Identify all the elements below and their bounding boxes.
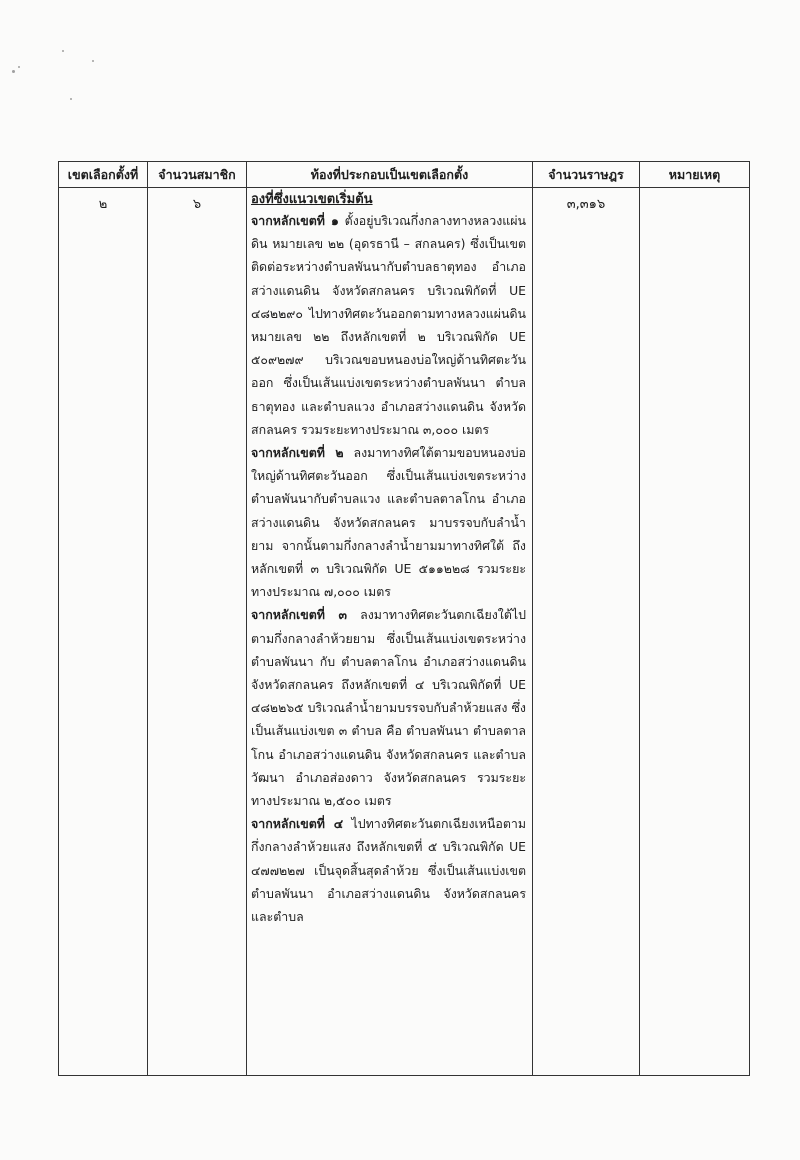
header-remark: หมายเหตุ [640, 162, 750, 188]
district-cell [59, 188, 148, 1076]
header-district: เขตเลือกตั้งที่ [59, 162, 148, 188]
boundary-paragraph [251, 209, 526, 441]
paragraph-text: ลงมาทางทิศใต้ตามขอบหนองบ่อใหญ่ด้านทิศตะวันออก ซึ่งเป็นเส้นแบ่งเขตระหว่างตำบลพันนากับตำบลแวง และตำบลตาลโกน อำเภอสว่างแดนดิน จังหวัดสกลนคร มาบรรจบกับลำน้ำยาม จากนั้นตามกึ่งกลางลำน้ำยามมาทางทิศใต้ ถึงหลักเขตที่ ๓ บริเวณพิกัด UE ๕๑๑๒๒๘ รวมระยะทางประมาณ ๗,๐๐๐ เมตร [251, 445, 526, 600]
boundary-paragraph [251, 603, 526, 812]
boundary-paragraph [251, 441, 526, 603]
paragraph-heading: จากหลักเขตที่ ๑ [251, 213, 339, 228]
paragraph-heading: จากหลักเขตที่ ๒ [251, 445, 344, 461]
boundary-paragraph [251, 812, 526, 928]
header-members: จำนวนสมาชิก [148, 162, 247, 188]
header-population: จำนวนราษฎร [533, 162, 640, 188]
table-header-row [59, 162, 750, 188]
header-area: ท้องที่ประกอบเป็นเขตเลือกตั้ง [247, 162, 533, 188]
electoral-district-table [58, 161, 750, 1076]
population-value: ๓,๓๑๖ [566, 197, 606, 212]
area-cell [247, 188, 533, 1076]
section-title: องที่ซึ่งแนวเขตเริ่มต้น [251, 192, 373, 207]
paragraph-text: ลงมาทางทิศตะวันตกเฉียงใต้ไปตามกึ่งกลางลำห้วยยาม ซึ่งเป็นเส้นแบ่งเขตระหว่างตำบลพันนา กับ ตำบลตาลโกน อำเภอสว่างแดนดิน จังหวัดสกลนคร ถึงหลักเขตที่ ๔ บริเวณพิกัดที่ UE ๔๘๒๒๖๕ บริเวณลำน้ำยามบรรจบกับลำห้วยแสง ซึ่งเป็นเส้นแบ่งเขต ๓ ตำบล คือ ตำบลพันนา ตำบลตาลโกน อำเภอสว่างแดนดิน จังหวัดสกลนคร และตำบลวัฒนา อำเภอส่องดาว จังหวัดสกลนคร รวมระยะทางประมาณ ๒,๕๐๐ เมตร [251, 607, 526, 809]
members-count: ๖ [192, 197, 202, 212]
population-cell [533, 188, 640, 1076]
paragraph-text: ไปทางทิศตะวันตกเฉียงเหนือตามกึ่งกลางลำห้วยแสง ถึงหลักเขตที่ ๕ บริเวณพิกัด UE ๔๗๗๒๒๗ เป็นจุดสิ้นสุดลำห้วย ซึ่งเป็นเส้นแบ่งเขตตำบลพันนา อำเภอสว่างแดนดิน จังหวัดสกลนคร และตำบล [251, 816, 526, 925]
district-number: ๒ [98, 197, 108, 212]
scan-specks [0, 0, 120, 120]
paragraph-text: ตั้งอยู่บริเวณกึ่งกลางทางหลวงแผ่นดิน หมายเลข ๒๒ (อุดรธานี – สกลนคร) ซึ่งเป็นเขตติดต่อระหว่างตำบลพันนากับตำบลธาตุทอง อำเภอสว่างแดนดิน จังหวัดสกลนคร บริเวณพิกัดที่ UE ๔๘๒๒๙๐ ไปทางทิศตะวันออกตามทางหลวงแผ่นดิน หมายเลข ๒๒ ถึงหลักเขตที่ ๒ บริเวณพิกัด UE ๕๐๙๒๗๙ บริเวณขอบหนองบ่อใหญ่ด้านทิศตะวันออก ซึ่งเป็นเส้นแบ่งเขตระหว่างตำบลพันนา ตำบลธาตุทอง และตำบลแวง อำเภอสว่างแดนดิน จังหวัดสกลนคร รวมระยะทางประมาณ ๓,๐๐๐ เมตร [251, 213, 526, 437]
members-cell [148, 188, 247, 1076]
paragraph-heading: จากหลักเขตที่ ๔ [251, 816, 344, 832]
remark-cell [640, 188, 750, 1076]
table-row [59, 188, 750, 1076]
paragraph-heading: จากหลักเขตที่ ๓ [251, 607, 347, 623]
